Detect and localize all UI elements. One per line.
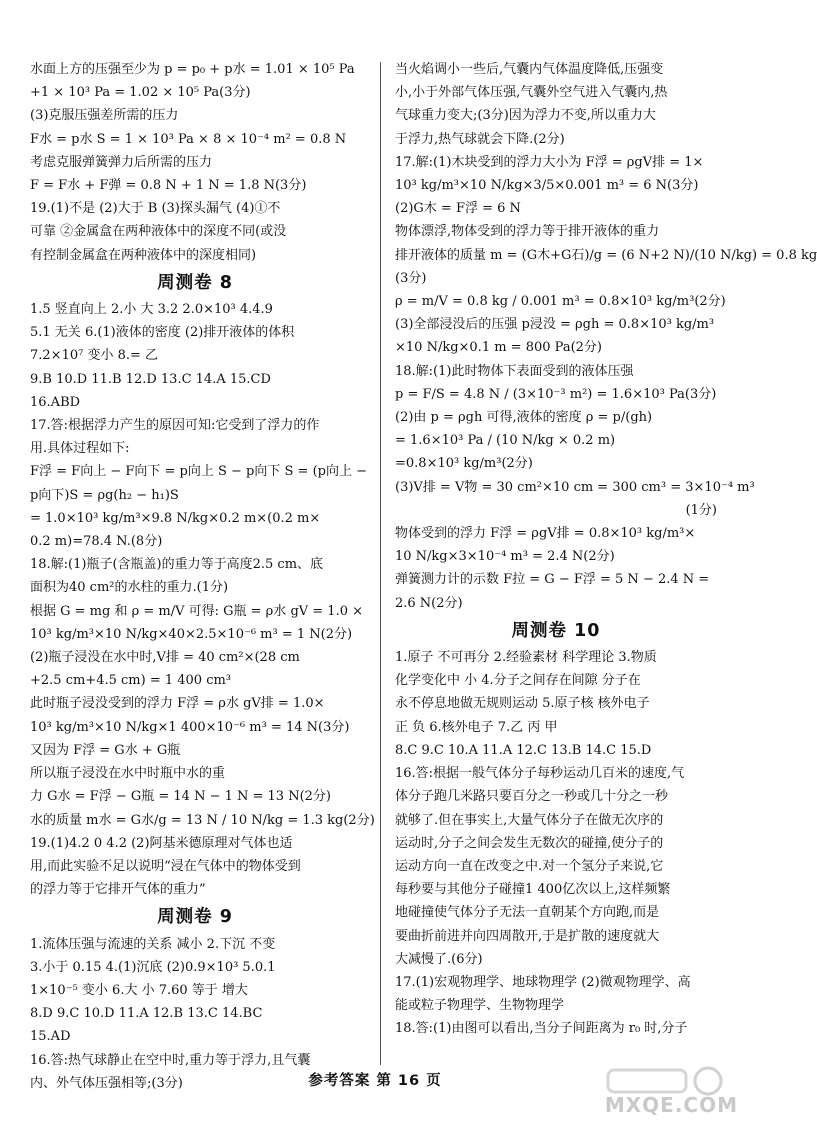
text-line: (2)瓶子浸没在水中时,V排 = 40 cm²×(28 cm [30, 650, 300, 666]
text-line: 16.答:热气球静止在空中时,重力等于浮力,且气囊 [30, 1052, 311, 1068]
text-line: 化学变化中 小 4.分子之间存在间隙 分子在 [395, 673, 641, 689]
text-line: 能或粒子物理学、生物物理学 [395, 998, 565, 1014]
text-line: 用.具体过程如下: [30, 441, 130, 457]
text-line: 正 负 6.核外电子 7.乙 丙 甲 [395, 719, 558, 735]
text-line: F浮 = F向上 − F向下 = p向上 S − p向下 S = (p向上 − [30, 464, 367, 480]
text-line: 地碰撞使气体分子无法一直朝某个方向跑,而是 [395, 905, 660, 921]
left-block-a [30, 58, 360, 267]
text-line: 18.解:(1)此时物体下表面受到的液体压强 [395, 363, 634, 379]
text-line: 要曲折前进并向四周散开,于是扩散的速度就大 [395, 928, 660, 944]
text-line: 17.(1)宏观物理学、地球物理学 (2)微观物理学、高 [395, 974, 691, 990]
text-line: (3分) [395, 270, 427, 286]
text-line: 水面上方的压强至少为 p = p₀ + p水 = 1.01 × 10⁵ Pa [30, 62, 355, 77]
right-block-b [395, 646, 717, 1040]
text-line: 运动时,分子之间会发生无数次的碰撞,使分子的 [395, 835, 664, 851]
text-line: 永不停息地做无规则运动 5.原子核 核外电子 [395, 696, 650, 712]
text-line: p = F/S = 4.8 N / (3×10⁻³ m²) = 1.6×10³ Pa(3分) [395, 386, 717, 402]
text-line: 17.解:(1)木块受到的浮力大小为 F浮 = ρgV排 = 1× [395, 154, 704, 170]
text-line: 又因为 F浮 = G水 + G瓶 [30, 742, 181, 758]
text-line: 用,而此实验不足以说明“浸在气体中的物体受到 [30, 858, 301, 874]
text-line: 1.流体压强与流速的关系 减小 2.下沉 不变 [30, 936, 276, 952]
section-heading-9: 周测卷 9 [157, 907, 233, 928]
text-line: 于浮力,热气球就会下降.(2分) [395, 131, 565, 147]
text-line: 的浮力等于它排开气体的重力” [30, 882, 206, 898]
text-line: 物体漂浮,物体受到的浮力等于排开液体的重力 [395, 224, 660, 240]
text-line: 8.C 9.C 10.A 11.A 12.C 13.B 14.C 15.D [395, 742, 652, 758]
text-line: 内、外气体压强相等;(3分) [30, 1075, 183, 1091]
text-line: 2.6 N(2分) [395, 595, 463, 611]
text-line: 就够了.但在事实上,大量气体分子在做无次序的 [395, 812, 664, 828]
text-line: 水的质量 m水 = G水/g = 13 N / 10 N/kg = 1.3 kg(2分) [30, 812, 375, 828]
text-line: (3)克服压强差所需的压力 [30, 108, 179, 124]
text-line: 3.小于 0.15 4.(1)沉底 (2)0.9×10³ 5.0.1 [30, 959, 276, 975]
text-line: 考虑克服弹簧弹力后所需的压力 [30, 154, 213, 170]
text-line: 物体受到的浮力 F浮 = ρgV排 = 0.8×10³ kg/m³× [395, 526, 696, 542]
text-line: 气球重力变大;(3分)因为浮力不变,所以重力大 [395, 108, 656, 124]
text-line: (3)V排 = V物 = 30 cm²×10 cm = 300 cm³ = 3×10⁻⁴ m³ [395, 479, 755, 495]
section-heading-10: 周测卷 10 [511, 620, 601, 641]
text-line: (3)全部浸没后的压强 p浸没 = ρgh = 0.8×10³ kg/m³ [395, 317, 715, 333]
text-line: 1.5 竖直向上 2.小 大 3.2 2.0×10³ 4.4.9 [30, 302, 273, 318]
column-divider [380, 62, 381, 1065]
text-line: 18.答:(1)由图可以看出,当分子间距离为 r₀ 时,分子 [395, 1021, 688, 1037]
watermark-logo [588, 1065, 738, 1117]
text-line: 16.答:根据一般气体分子每秒运动几百米的速度,气 [395, 766, 685, 782]
text-line: 运动方向一直在改变之中.对一个氢分子来说,它 [395, 858, 664, 874]
text-line: = 1.0×10³ kg/m³×9.8 N/kg×0.2 m×(0.2 m× [30, 510, 321, 526]
text-line: ρ = m/V = 0.8 kg / 0.001 m³ = 0.8×10³ kg/m³(2分) [395, 294, 726, 310]
right-block-a [395, 58, 817, 615]
text-line: 力 G水 = F浮 − G瓶 = 14 N − 1 N = 13 N(2分) [30, 789, 331, 805]
text-line: 9.B 10.D 11.B 12.D 13.C 14.A 15.CD [30, 371, 271, 387]
text-line: (2)由 p = ρgh 可得,液体的密度 ρ = p/(gh) [395, 410, 653, 426]
text-line: 此时瓶子浸没受到的浮力 F浮 = ρ水 gV排 = 1.0× [30, 696, 325, 712]
text-line: 有控制金属盒在两种液体中的深度相同) [30, 247, 257, 263]
right-column [395, 58, 817, 1041]
text-line: 15.AD [30, 1029, 71, 1045]
text-line: +2.5 cm+4.5 cm) = 1 400 cm³ [30, 673, 232, 689]
text-line: 弹簧测力计的示数 F拉 = G − F浮 = 5 N − 2.4 N = [395, 572, 710, 588]
text-line: 每秒要与其他分子碰撞1 400亿次以上,这样频繁 [395, 882, 671, 898]
text-line: F水 = p水 S = 1 × 10³ Pa × 8 × 10⁻⁴ m² = 0.8 N [30, 131, 347, 147]
text-line: +1 × 10³ Pa = 1.02 × 10⁵ Pa(3分) [30, 85, 251, 101]
text-line: 体分子跑几米路只要百分之一秒或几十分之一秒 [395, 789, 669, 805]
left-block-b [30, 298, 375, 901]
text-line: = 1.6×10³ Pa / (10 N/kg × 0.2 m) [395, 433, 616, 449]
text-line: F = F水 + F弹 = 0.8 N + 1 N = 1.8 N(3分) [30, 178, 307, 194]
text-line: (2)G木 = F浮 = 6 N [395, 201, 521, 217]
text-line: 16.ABD [30, 394, 81, 410]
text-line: 10³ kg/m³×10 N/kg×1 400×10⁻⁶ m³ = 14 N(3分) [30, 719, 350, 735]
text-line: 10³ kg/m³×10 N/kg×3/5×0.001 m³ = 6 N(3分) [395, 178, 699, 194]
text-line: 0.2 m)=78.4 N.(8分) [30, 534, 163, 550]
text-line: 排开液体的质量 m = (G木+G石)/g = (6 N+2 N)/(10 N/kg) = 0.8 kg [395, 247, 817, 263]
text-line: (1分) [685, 502, 717, 518]
text-line: 7.2×10⁷ 变小 8.= 乙 [30, 348, 159, 364]
text-line: 小,小于外部气体压强,气囊外空气进入气囊内,热 [395, 85, 668, 101]
text-line: 根据 G = mg 和 ρ = m/V 可得: G瓶 = ρ水 gV = 1.0 × [30, 603, 364, 619]
text-line: 可靠 ②金属盒在两种液体中的深度不同(或没 [30, 224, 287, 240]
text-line: 8.D 9.C 10.D 11.A 12.B 13.C 14.BC [30, 1006, 263, 1022]
text-line: 1×10⁻⁵ 变小 6.大 小 7.60 等于 增大 [30, 982, 248, 998]
text-line: 17.答:根据浮力产生的原因可知:它受到了浮力的作 [30, 418, 320, 434]
watermark-text: MXQE.COM [604, 1093, 738, 1117]
section-heading-8: 周测卷 8 [157, 272, 233, 293]
text-line: 1.原子 不可再分 2.经验素材 科学理论 3.物质 [395, 650, 657, 666]
text-line: 大减慢了.(6分) [395, 951, 483, 967]
text-line: 18.解:(1)瓶子(含瓶盖)的重力等于高度2.5 cm、底 [30, 557, 324, 573]
text-line: 10³ kg/m³×10 N/kg×40×2.5×10⁻⁶ m³ = 1 N(2分) [30, 626, 353, 642]
text-line: ×10 N/kg×0.1 m = 800 Pa(2分) [395, 340, 602, 356]
text-line: =0.8×10³ kg/m³(2分) [395, 456, 533, 472]
text-line: 面积为40 cm²的水柱的重力.(1分) [30, 580, 229, 596]
text-line: p向下)S = ρg(h₂ − h₁)S [30, 487, 179, 503]
page-footer: 参考答案 第 16 页 [308, 1073, 442, 1089]
text-line: 所以瓶子浸没在水中时瓶中水的重 [30, 766, 226, 782]
text-line: 当火焰调小一些后,气囊内气体温度降低,压强变 [395, 62, 664, 77]
text-line: 10 N/kg×3×10⁻⁴ m³ = 2.4 N(2分) [395, 549, 615, 565]
text-line: 19.(1)不是 (2)大于 B (3)探头漏气 (4)①不 [30, 201, 281, 217]
text-line: 5.1 无关 6.(1)液体的密度 (2)排开液体的体积 [30, 325, 295, 341]
text-line: 19.(1)4.2 0 4.2 (2)阿基米德原理对气体也适 [30, 835, 293, 851]
